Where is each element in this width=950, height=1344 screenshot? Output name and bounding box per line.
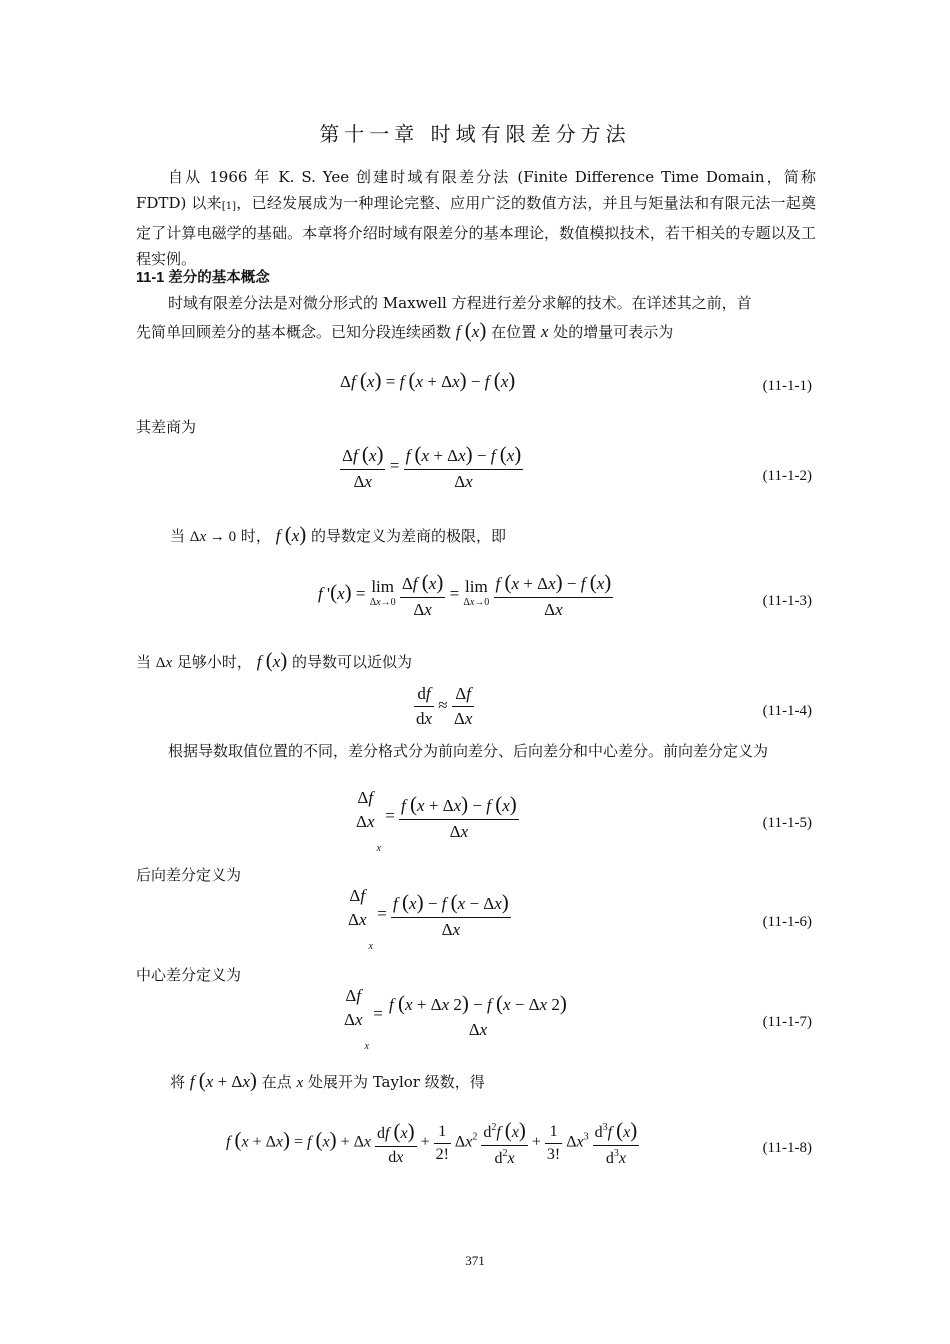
- equation-number: (11-1-7): [762, 1014, 812, 1030]
- central-intro: 中心差分定义为: [136, 966, 242, 984]
- section-paragraph-1: 时域有限差分法是对微分形式的 Maxwell 方程进行差分求解的技术。在详述其之前，首: [168, 294, 752, 312]
- paragraph-text: 在位置: [491, 323, 537, 341]
- paragraph-text: 在点: [261, 1073, 292, 1091]
- intro-text: 自从 1966 年 K. S. Yee 创建时域有限差分法 (Finite Difference Time Domain，简称 FDTD) 以来: [136, 168, 816, 212]
- paragraph-text: 处的增量可表示为: [553, 323, 674, 341]
- paragraph-text: 先简单回顾差分的基本概念。已知分段连续函数: [136, 323, 452, 341]
- fraction: $\frac{f (x + \Delta x) - f (x)}{\Delta x}$: [495, 570, 612, 619]
- inline-math-fx: f (x): [455, 318, 487, 342]
- inline-math-fx: f (x): [256, 648, 288, 672]
- small-dx-intro: [136, 648, 412, 673]
- paragraph-text: 将: [170, 1073, 186, 1091]
- equation-11-1-5: Δf Δx $_x$ = $\frac{f (x + \Delta x) - f (x)}{\Delta x}$: [356, 788, 517, 854]
- fraction: $\frac{d^3f (x)}{d^3x}$: [594, 1118, 638, 1167]
- schemes-paragraph: 根据导数取值位置的不同，差分格式分为前向差分、后向差分和中心差分。前向差分定义为: [168, 742, 769, 760]
- equation-number: (11-1-8): [762, 1140, 812, 1156]
- section-paragraph-2: [136, 318, 673, 343]
- equation-11-1-1: Δf (x) = f (x + Δx) − f (x): [340, 368, 516, 392]
- fraction: $\frac{\Delta f (x)}{\Delta x}$: [342, 442, 384, 491]
- fraction: $\frac{\Delta f (x)}{\Delta x}$: [401, 570, 444, 619]
- limit-operator: lim Δx→0: [463, 577, 490, 608]
- equation-11-1-7: Δf Δx $_x$ = f (x + Δx 2) − f (x − Δx 2) Δx: [344, 986, 567, 1052]
- intro-text-rest: ，已经发展成为一种理论完整、应用广泛的数值方法，并且与矩量法和有限元法一起奠定了计算电磁学的基础。本章将介绍时域有限差分的基本理论，数值模拟技术，若干相关的专题以及工程实例。: [136, 194, 816, 268]
- paragraph-text: 足够小时，: [176, 653, 252, 671]
- equation-11-1-8: f (x + Δx) = f (x) + Δx $\frac{df (x)}{dx}$ + $\frac{1}{2!}$ $\Delta x^2$ $\frac{d^2f (x)}{d^2x}$ + $\frac{1}{3!}$ $\Delta x^3$ $\frac{d^3f (x)}{d^3x}$: [226, 1118, 638, 1167]
- fraction: $\frac{f (x) - f (x - \Delta x)}{\Delta x}$: [393, 890, 509, 940]
- section-heading: 11-1 差分的基本概念: [136, 270, 270, 286]
- inline-math-dx: Δx: [155, 655, 173, 671]
- paragraph-text: 的导数定义为差商的极限，即: [311, 527, 507, 545]
- equation-11-1-2: $\frac{\Delta f (x)}{\Delta x}$ = $\frac{f (x + \Delta x) - f (x)}{\Delta x}$: [342, 442, 522, 491]
- backward-intro: 后向差分定义为: [136, 866, 242, 884]
- paragraph-text: 当: [136, 653, 152, 671]
- fraction: Δf Δx: [348, 886, 367, 929]
- limit-intro: [170, 522, 506, 547]
- fraction: $\frac{d^2f (x)}{d^2x}$: [483, 1118, 526, 1167]
- fraction: Δf Δx: [344, 986, 363, 1029]
- equation-11-1-6: Δf Δx $_x$ = $\frac{f (x) - f (x - \Delta x)}{\Delta x}$: [348, 886, 509, 952]
- inline-math-x: x: [540, 322, 549, 341]
- equation-11-1-4: $\frac{df}{dx}$ ≈ $\frac{\Delta f}{\Delta x}$: [416, 684, 473, 728]
- equation-number: (11-1-2): [762, 468, 812, 484]
- fraction: $\frac{1}{2!}$: [435, 1122, 449, 1163]
- fraction: $\frac{df (x)}{dx}$: [377, 1119, 415, 1166]
- equation-number: (11-1-1): [762, 378, 812, 394]
- fraction: Δf Δx: [356, 788, 375, 831]
- paragraph-text: 当: [170, 527, 186, 545]
- inline-math-dx-to-0: Δx → 0: [189, 529, 237, 545]
- inline-math-x: x: [296, 1075, 304, 1091]
- inline-math-fx: f (x): [275, 522, 307, 546]
- fraction: $\frac{\Delta f}{\Delta x}$: [453, 684, 473, 728]
- fraction: f (x + Δx 2) − f (x − Δx 2) Δx: [389, 990, 567, 1039]
- paragraph-text: 时，: [240, 527, 271, 545]
- paragraph-text: 处展开为 Taylor 级数，得: [307, 1073, 485, 1091]
- chapter-title: 第十一章 时域有限差分方法: [319, 122, 631, 146]
- equation-number: (11-1-4): [762, 703, 812, 719]
- intro-paragraph: [136, 164, 816, 272]
- citation-ref[interactable]: [1]: [221, 201, 237, 212]
- fraction: $\frac{f (x + \Delta x) - f (x)}{\Delta x}$: [405, 442, 522, 491]
- fraction: $\frac{1}{3!}$: [546, 1122, 561, 1163]
- fraction: $\frac{f (x + \Delta x) - f (x)}{\Delta x}$: [401, 792, 517, 842]
- fraction: $\frac{df}{dx}$: [416, 684, 433, 728]
- equation-11-1-3: f '(x) = lim Δx→0 $\frac{\Delta f (x)}{\Delta x}$ = lim Δx→0 $\frac{f (x + \Delta x) - f (x)}{\Delta x}$: [318, 570, 612, 619]
- equation-number: (11-1-6): [762, 914, 812, 930]
- equation-number: (11-1-3): [762, 593, 812, 609]
- inline-math-f-x-plus-dx: f (x + Δx): [189, 1068, 257, 1092]
- limit-operator: lim Δx→0: [369, 577, 396, 608]
- page-number: 371: [465, 1253, 485, 1268]
- quotient-intro: 其差商为: [136, 418, 197, 436]
- paragraph-text: 的导数可以近似为: [292, 653, 413, 671]
- equation-number: (11-1-5): [762, 815, 812, 831]
- taylor-intro: [170, 1068, 485, 1093]
